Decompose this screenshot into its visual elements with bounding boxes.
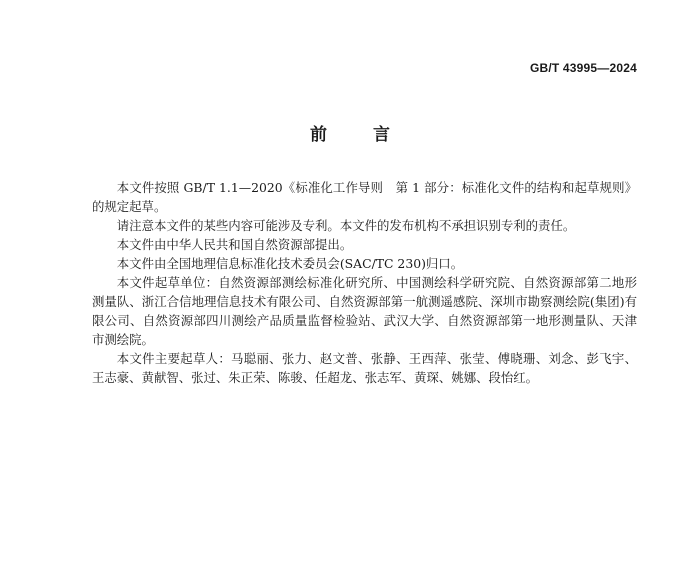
standard-number: GB/T 43995—2024 (529, 61, 637, 75)
paragraph-proposer: 本文件由中华人民共和国自然资源部提出。 (116, 237, 353, 252)
paragraph-committee: 本文件由全国地理信息标准化技术委员会(SAC/TC 230)归口。 (116, 256, 464, 271)
foreword-body (92, 178, 637, 387)
paragraph-drafting-rules: 本文件按照 GB/T 1.1—2020《标准化工作导则 第 1 部分：标准化文件的结构和起草规则》的规定起草。 (92, 180, 637, 214)
page-title: 前 言 (310, 125, 410, 145)
paragraph-drafters: 本文件主要起草人：马聪丽、张力、赵文普、张静、王西萍、张莹、傅晓珊、刘念、彭飞宇、王志豪、黄献智、张过、朱正荣、陈骏、任超龙、张志军、黄琛、姚娜、段怡红。 (92, 351, 637, 385)
paragraph-patent-notice: 请注意本文件的某些内容可能涉及专利。本文件的发布机构不承担识别专利的责任。 (116, 218, 576, 233)
paragraph-drafting-units: 本文件起草单位：自然资源部测绘标准化研究所、中国测绘科学研究院、自然资源部第二地形测量队、浙江合信地理信息技术有限公司、自然资源部第一航测遥感院、深圳市勘察测绘院(集团)有限公司、自然资源部四川测绘产品质量监督检验站、武汉大学、自然资源部第一地形测量队、天津市测绘院。 (92, 275, 637, 347)
